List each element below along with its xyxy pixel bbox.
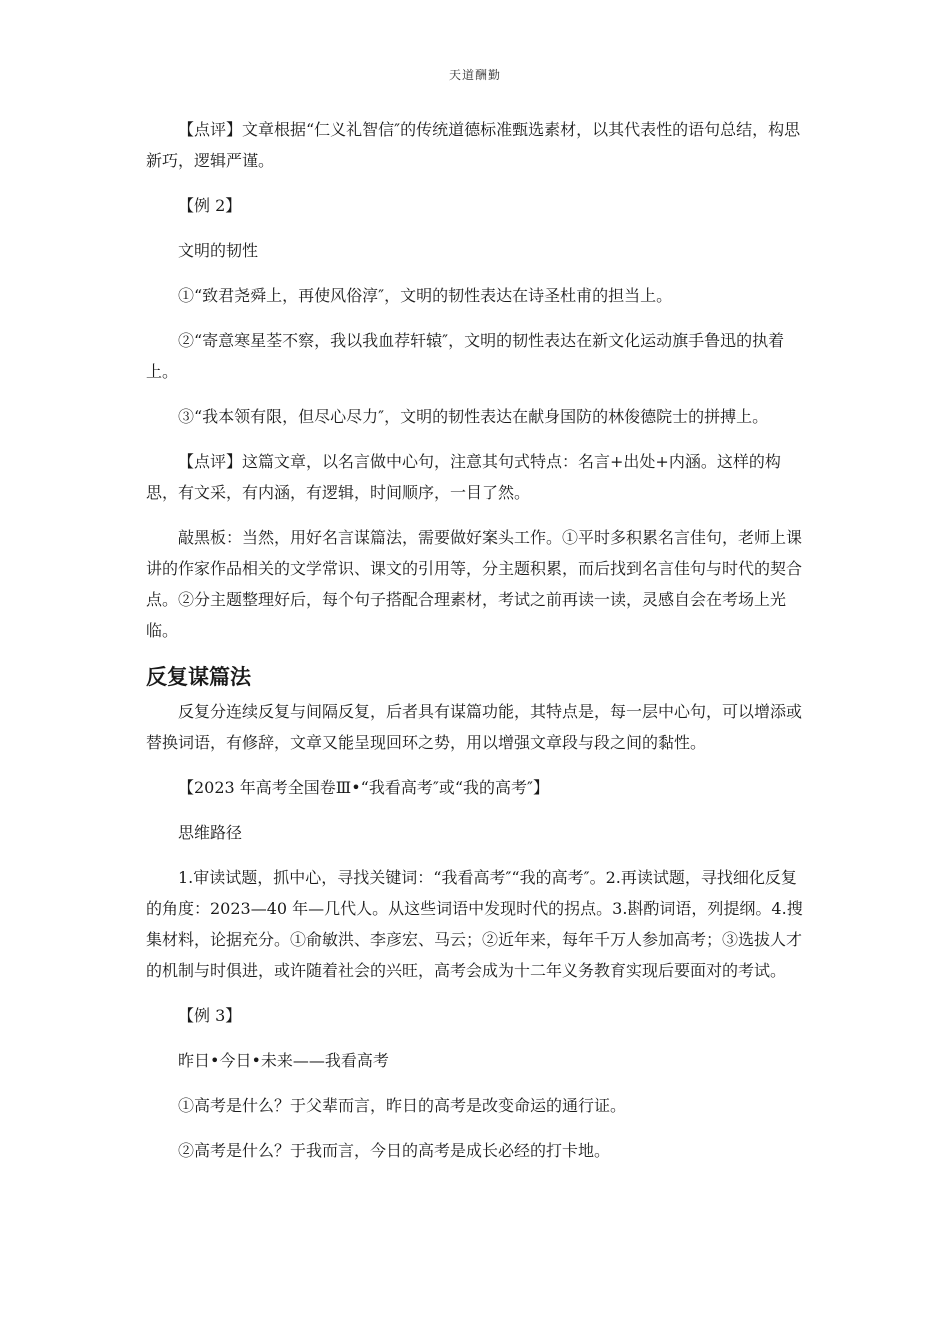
paragraph-example-3-item-1: ①高考是什么？于父辈而言，昨日的高考是改变命运的通行证。 [178, 1096, 627, 1115]
paragraph-quote-2: ②“寄意寒星荃不察，我以我血荐轩辕″，文明的韧性表达在新文化运动旗手鲁迅的执着上。 [146, 331, 785, 381]
paragraph-example-2-label: 【例 2】 [178, 196, 242, 215]
section-heading: 反复谋篇法 [146, 665, 251, 689]
paragraph-thinking-path: 1.审读试题，抓中心，寻找关键词：“我看高考″“我的高考″。2.再读试题，寻找细化反复的角度：2023—40 年—几代人。从这些词语中发现时代的拐点。3.斟酌词语，列提纲。4.搜集材料，论据充分。①俞敏洪、李彦宏、马云；②近年来，每年千万人参加高考；③选拔人才的机制与时俱进，或许随着社会的兴旺，高考会成为十二年义务教育实现后要面对的考试。 [146, 868, 803, 980]
paragraph-example-3-label: 【例 3】 [178, 1006, 242, 1025]
document-body [146, 114, 810, 1180]
paragraph-blackboard-tip: 敲黑板：当然，用好名言谋篇法，需要做好案头工作。①平时多积累名言佳句，老师上课讲的作家作品相关的文学常识、课文的引用等，分主题积累，而后找到名言佳句与时代的契合点。②分主题整理好后，每个句子搭配合理素材，考试之前再读一读，灵感自会在考场上光临。 [146, 528, 803, 640]
paragraph-example-3-title: 昨日•今日•未来——我看高考 [178, 1051, 389, 1070]
page-header: 天道酬勤 [448, 68, 501, 82]
paragraph-comment-1: 【点评】文章根据“仁义礼智信″的传统道德标准甄选素材，以其代表性的语句总结，构思新巧，逻辑严谨。 [146, 120, 801, 170]
paragraph-comment-2: 【点评】这篇文章，以名言做中心句，注意其句式特点：名言+出处+内涵。这样的构思，有文采，有内涵，有逻辑，时间顺序，一目了然。 [146, 452, 781, 502]
paragraph-repetition-intro: 反复分连续反复与间隔反复，后者具有谋篇功能，其特点是，每一层中心句，可以增添或替换词语，有修辞，文章又能呈现回环之势，用以增强文章段与段之间的黏性。 [146, 702, 803, 752]
paragraph-example-3-item-2: ②高考是什么？于我而言，今日的高考是成长必经的打卡地。 [178, 1141, 611, 1160]
paragraph-exam-topic: 【2023 年高考全国卷Ⅲ•“我看高考″或“我的高考″】 [178, 778, 549, 797]
paragraph-example-2-title: 文明的韧性 [178, 241, 259, 260]
paragraph-thinking-path-label: 思维路径 [178, 823, 243, 842]
paragraph-quote-1: ①“致君尧舜上，再使风俗淳″，文明的韧性表达在诗圣杜甫的担当上。 [178, 286, 673, 305]
paragraph-quote-3: ③“我本领有限，但尽心尽力″，文明的韧性表达在献身国防的林俊德院士的拼搏上。 [178, 407, 769, 426]
